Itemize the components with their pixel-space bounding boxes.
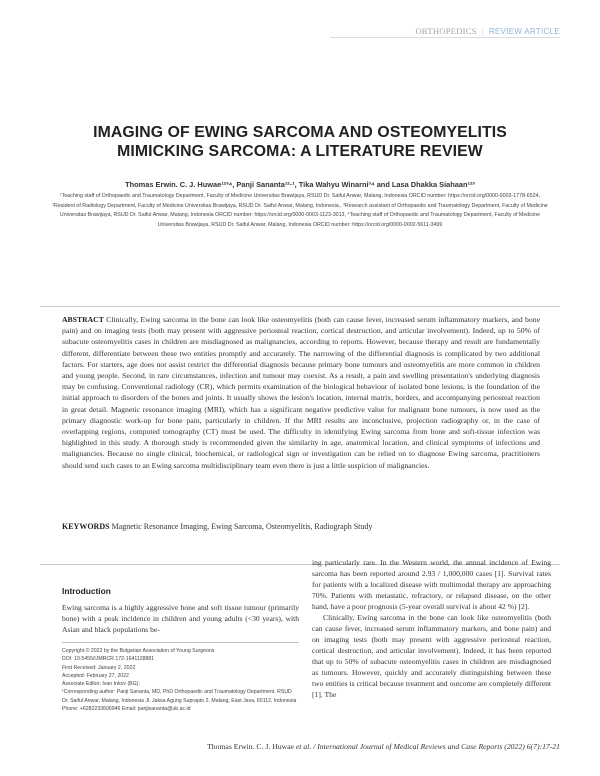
header-separator: |: [481, 26, 484, 36]
introduction-heading: Introduction: [62, 586, 111, 596]
editor-line: Associate Editor: Ivan Inkov (BG);: [62, 681, 140, 688]
header-rule: [330, 37, 560, 38]
right-paragraph-2: Clinically, Ewing sarcoma in the bone can look like osteomyelitis (both can cause fever, increased serum inflammatory markers, and bone pain) and on imaging tests (both may present with aggressive periosteal reaction, cortical destruction, and articular involvement). Indeed, it has been reported that up to 50% of subacute osteomyelitis cases in children are misdiagnosed as tumours. However, quickly and accurately distinguishing between these two entities is critical because treatment and outcome are completely different [1]. The: [312, 613, 551, 699]
abstract: [62, 314, 540, 471]
keywords-text: Magnetic Resonance Imaging, Ewing Sarcoma, Osteomyelitis, Radiograph Study: [111, 522, 373, 531]
article-title: [40, 123, 560, 161]
corresponding-author: ¹Corresponding author: Panji Sananta, MD, PhD Orthopaedic and Traumatology Department, RSUD Dr. Saiful Anwar, Malang, Indonesia Jl. Jaksa Agung Suprapto 2, Malang, East Java, 65112, Indonesia Phone: +6282233606946 Email: panjisananta@ub.ac.id: [62, 689, 297, 713]
title-line-2: MIMICKING SARCOMA: A LITERATURE REVIEW: [117, 143, 483, 160]
affiliations: ¹Teaching staff of Orthopaedic and Traumatology Department, Faculty of Medicine Universitas Brawijaya, RSUD Dr. Saiful Anwar, Malang, Indonesia ORCID number: https://orcid.org/0000-0003-1778-6524, ²Resident of Radiology Department, Faculty of Medicine Universitas Brawijaya, RSUD Dr. Saiful Anwar, Malang, Indonesia., ³Research assistant of Orthopaedic and Traumatology Department, Faculty of Medicine Universitas Brawijaya, RSUD Dr. Saiful Anwar, Malang, Indonesia ORCID number: https://orcid.org/0000-0003-1123-3013, ⁴Teaching staff of Orthopaedic and Traumatology Department, Faculty of Medicine Universitas Brawijaya, RSUD Dr. Saiful Anwar, Malang, Indonesia ORCID number: https://orcid.org/0000-0002-5611-3499: [52, 193, 548, 228]
footer-journal: / International Journal of Medical Reviews and Case Reports (2022) 6(7):17-21: [313, 742, 560, 751]
right-column: [312, 557, 551, 700]
copyright-line: Copyright © 2022 by the Bulgarian Association of Young Surgeons: [62, 648, 215, 654]
keywords: [62, 522, 540, 531]
right-paragraph-1: ing particularly rare. In the Western world, the annual incidence of Ewing sarcoma has been reported around 2.93 / 1,000,000 cases [1]. Survival rates for patients with a localized disease with multimodal therapy are approaching 70%. Patients with metastatic, refractory, or relapsed disease, on the other hand, have a poor prognosis (5-year overall survival is about 42 %) [2].: [312, 558, 551, 611]
keywords-label: KEYWORDS: [62, 522, 110, 531]
title-line-1: IMAGING OF EWING SARCOMA AND OSTEOMYELITIS: [93, 124, 507, 141]
footer-etal: et al.: [295, 742, 312, 751]
accepted-line: Accepted: February 27, 2022: [62, 672, 129, 679]
running-header: [415, 26, 560, 36]
introduction-paragraph: Ewing sarcoma is a highly aggressive bone and soft tissue tumour (primarily bone) with a peak incidence in children and young adults (<30 years), with Asian and black populations be-: [62, 603, 299, 634]
author-list: Thomas Erwin. C. J. Huwae¹²³⁴, Panji Sananta¹²·¹, Tika Wahyu Winarni³⁴ and Lasa Dhakka Siahaan¹²³: [125, 180, 475, 189]
abstract-text: Clinically, Ewing sarcoma in the bone can look like osteomyelitis (both can cause fever, increased serum inflammatory markers, and bone pain) and on imaging tests (both may present with aggressive periosteal reaction, cortical destruction, and articular involvement). Indeed, up to 50% of subacute osteomyelitis cases in children are misdiagnosed as malignancies, according to reports. However, because therapy and result are fundamentally different, differentiate between these two entities promptly and accurately. The narrowing of the differential diagnosis is complicated by two additional factors. For starters, age does not assist restrict the differential diagnosis because primary bone tumours and osteomyelitis are more common in children and young people. Second, in rare circumstances, infection and tumour may coexist. As a result, a pain and swelling presentation's underlying diagnosis may be confusing. Conventional radiology (CR), which permits examination of the biological behaviour of isolated bone lesions, is the foundation of the initial approach to disorders of the bones and joints. It usually shows the lesion's location, internal matrix, borders, and accompanying periosteal reaction in great detail. Magnetic resonance imaging (MRI), which has a significant negative predictive value for malignant bone tumours, is now used as the primary diagnostic work-up for bone pain, particularly in children. If the MRI results are inconclusive, projection radiography or, in the case of overlapping regions, computed tomography (CT) must be used. The difficulty in identifying Ewing sarcoma from bone and soft-tissue infection was highlighted in this study. A thorough study is recommended given the similarity in age, anatomical location, and clinical symptoms of infections and malignancies. Because no single clinical, biochemical, or radiological sign or investigation can be relied on to diagnose Ewing sarcoma, practitioners should send such cases to an Ewing sarcoma multidisciplinary team even there is just a little suspicion of malignancies.: [62, 315, 540, 470]
left-column: [62, 586, 299, 635]
received-line: First Received: January 2, 2022: [62, 664, 136, 671]
page-footer: [207, 742, 560, 751]
footer-authors: Thomas Erwin. C. J. Huwae: [207, 742, 294, 751]
section-label: ORTHOPEDICS: [415, 26, 477, 36]
article-info-box: [62, 642, 299, 713]
doi-line: DOI: 10.5455/IJMRCR.172-1641128881: [62, 656, 155, 663]
abstract-label: ABSTRACT: [62, 315, 104, 324]
article-type-label: REVIEW ARTICLE: [488, 27, 560, 36]
abstract-top-rule: [40, 306, 560, 307]
